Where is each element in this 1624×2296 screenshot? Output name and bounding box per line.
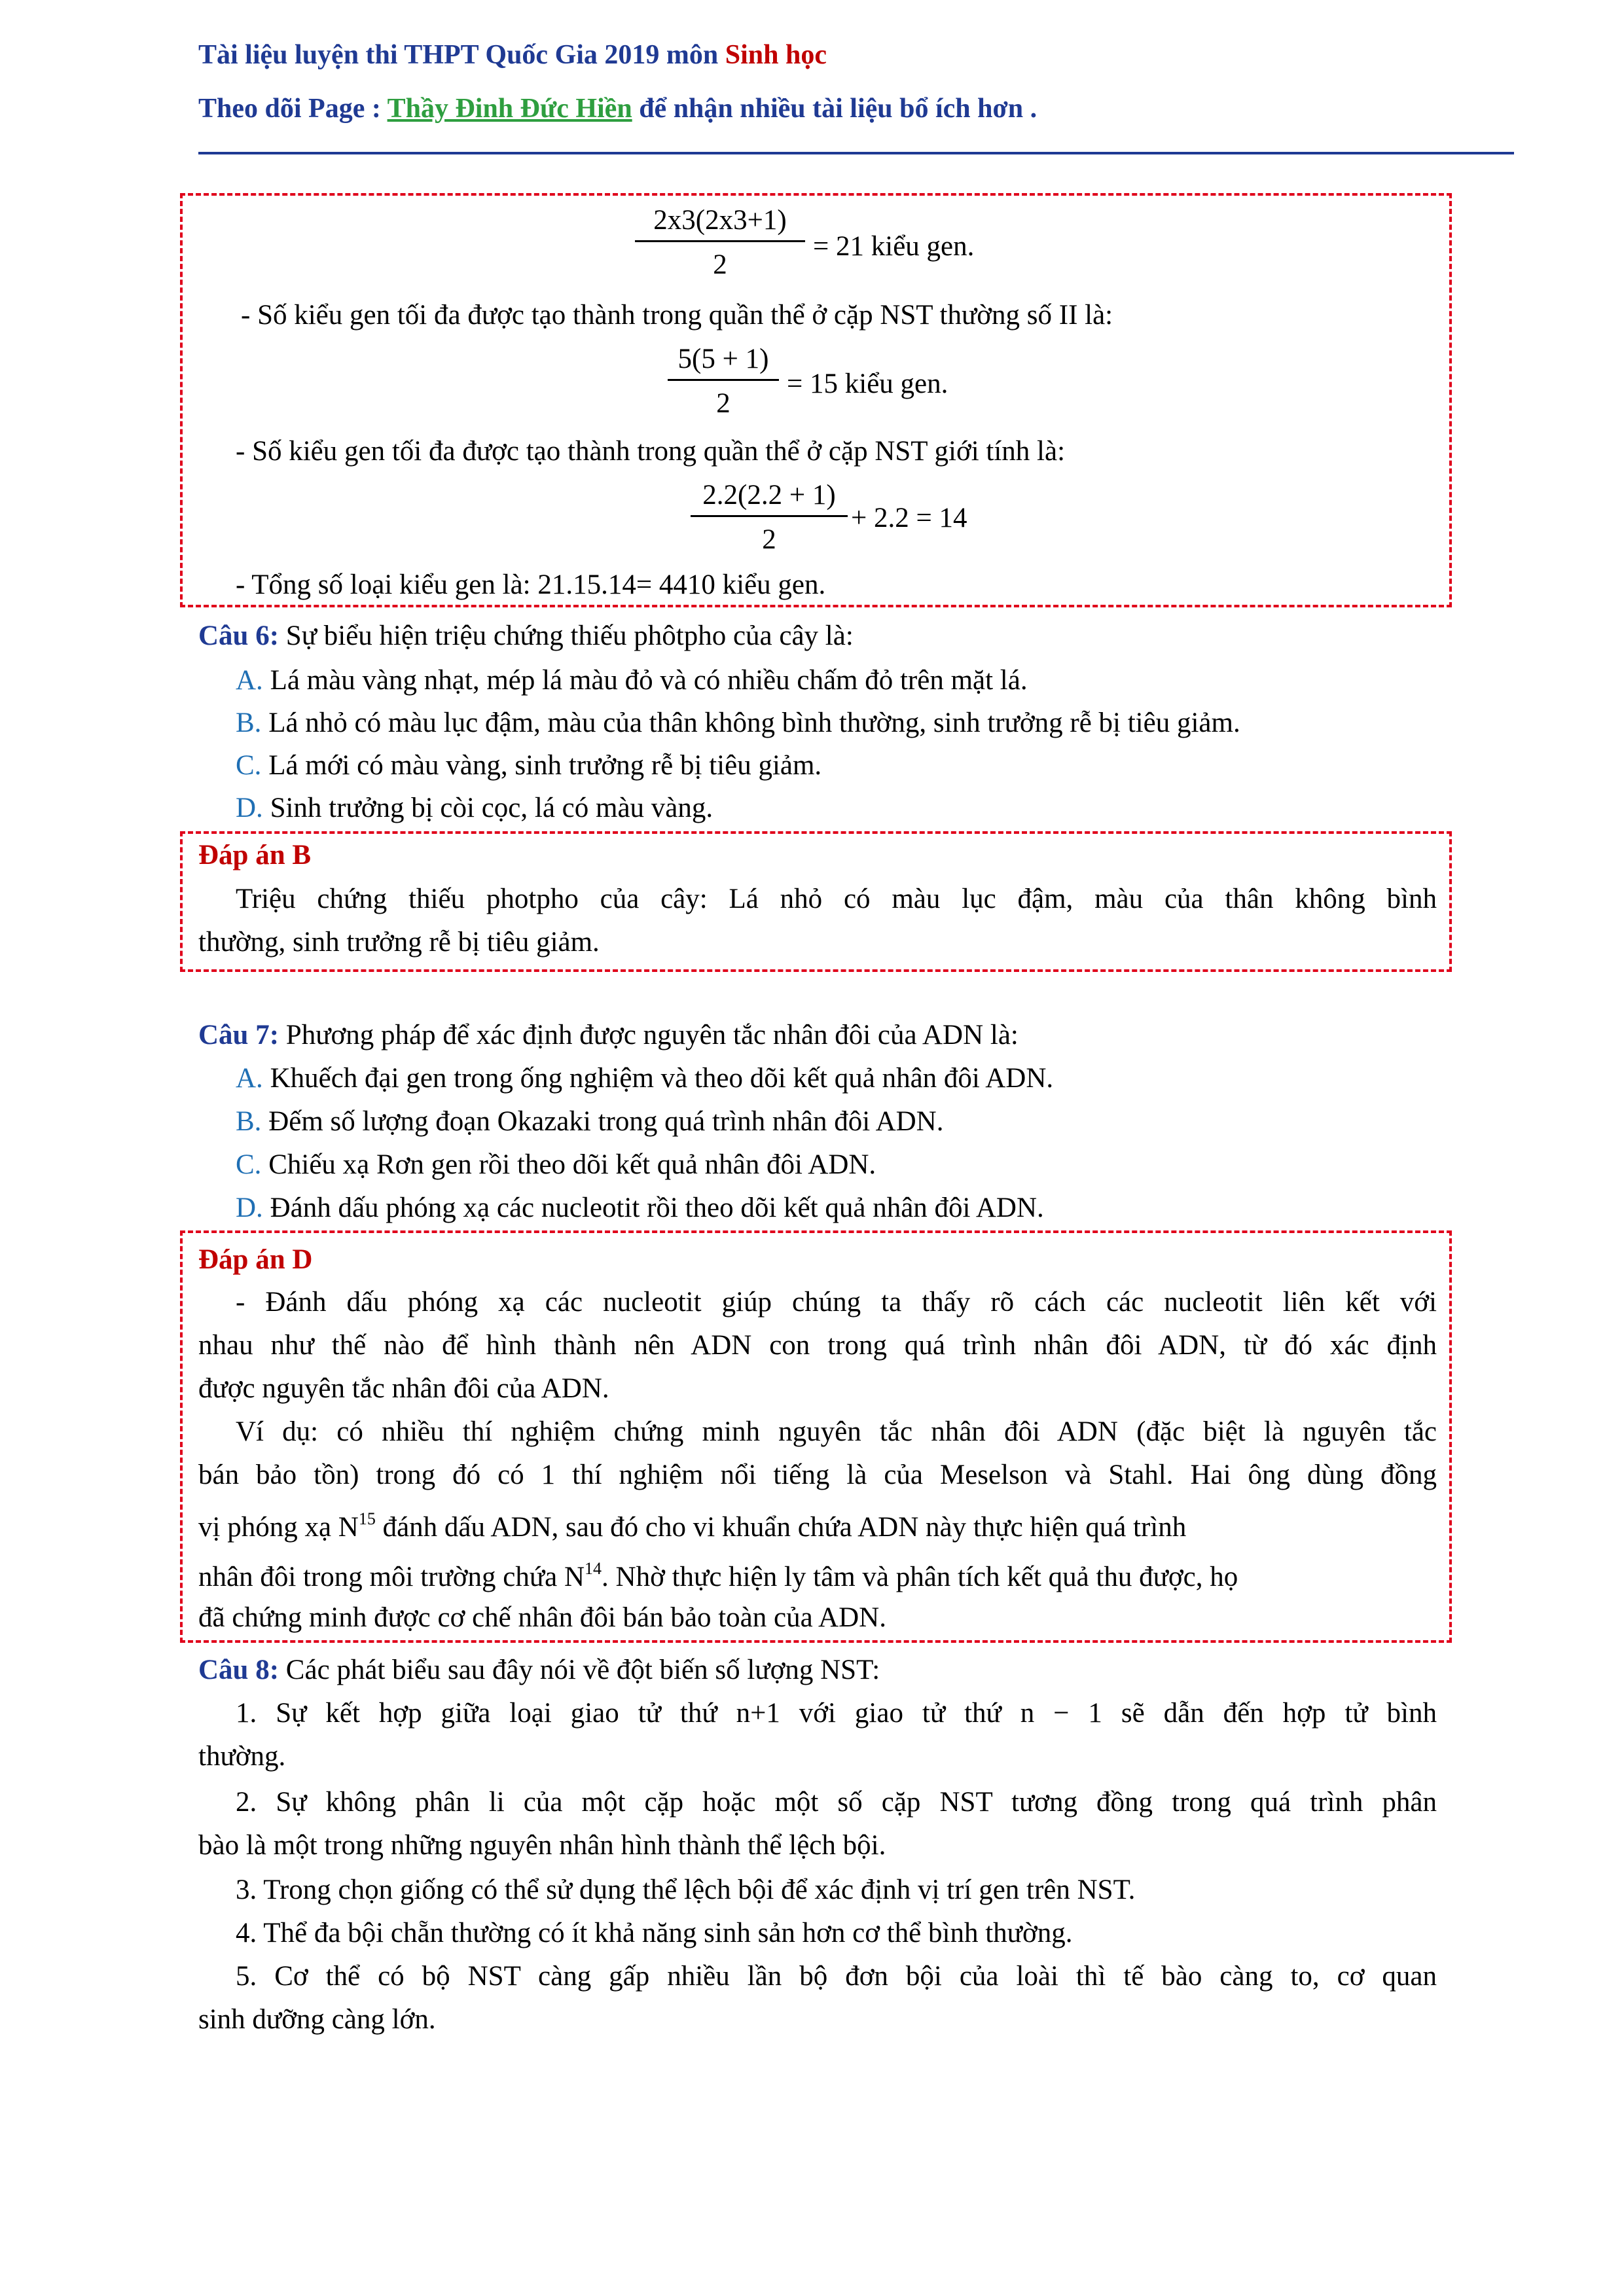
q7-answer-line-5: bán bảo tồn) trong đó có 1 thí nghiệm nổi tiếng là của Meselson và Stahl. Hai ông dùng đồng bbox=[198, 1460, 1437, 1490]
header-follow-line: Theo dõi Page : Thầy Đinh Đức Hiền để nhận nhiều tài liệu bổ ích hơn . bbox=[198, 94, 1038, 124]
box1-line-2: - Số kiểu gen tối đa được tạo thành trong quần thể ở cặp NST giới tính là: bbox=[236, 436, 1066, 467]
fraction-1: $\frac{2x3(2x3+1)}{2}$ bbox=[635, 204, 805, 281]
fraction-1-result: = 21 kiểu gen. bbox=[813, 231, 975, 262]
q6-option-c[interactable]: C. Lá mới có màu vàng, sinh trưởng rễ bị tiêu giảm. bbox=[236, 750, 822, 781]
q8-statement-2-cont: bào là một trong những nguyên nhân hình thành thể lệch bội. bbox=[198, 1830, 886, 1861]
q8-statement-5-cont: sinh dưỡng càng lớn. bbox=[198, 2004, 436, 2035]
q7-answer-line-3: được nguyên tắc nhân đôi của ADN. bbox=[198, 1373, 609, 1404]
q6-option-b[interactable]: B. Lá nhỏ có màu lục đậm, màu của thân không bình thường, sinh trưởng rễ bị tiêu giảm. bbox=[236, 708, 1240, 738]
fraction-3-result: + 2.2 = 14 bbox=[851, 503, 967, 533]
box1-line-1: - Số kiểu gen tối đa được tạo thành trong quần thể ở cặp NST thường số II là: bbox=[241, 300, 1113, 331]
q8-statement-3: 3. Trong chọn giống có thể sử dụng thể lệch bội để xác định vị trí gen trên NST. bbox=[236, 1874, 1136, 1905]
box1-total: - Tổng số loại kiểu gen là: 21.15.14= 4410 kiểu gen. bbox=[236, 569, 826, 600]
q7-answer-line-4: Ví dụ: có nhiều thí nghiệm chứng minh nguyên tắc nhân đôi ADN (đặc biệt là nguyên tắc bbox=[236, 1416, 1437, 1447]
q7-answer-line-8: đã chứng minh được cơ chế nhân đôi bán bảo toàn của ADN. bbox=[198, 1602, 886, 1633]
q7-answer-line-7: nhân đôi trong môi trường chứa $N^{14}$. Nhờ thực hiện ly tâm và phân tích kết quả thu được, họ bbox=[198, 1559, 1238, 1592]
q7-option-d[interactable]: D. Đánh dấu phóng xạ các nucleotit rồi theo dõi kết quả nhân đôi ADN. bbox=[236, 1193, 1044, 1223]
q6-answer-line-2: thường, sinh trưởng rễ bị tiêu giảm. bbox=[198, 927, 600, 958]
q7-option-a[interactable]: A. Khuếch đại gen trong ống nghiệm và theo dõi kết quả nhân đôi ADN. bbox=[236, 1063, 1054, 1094]
q8-statement-1-cont: thường. bbox=[198, 1741, 286, 1772]
q7-answer-label: Đáp án D bbox=[198, 1244, 313, 1275]
q6-answer-label: Đáp án B bbox=[198, 840, 312, 870]
header-divider bbox=[198, 152, 1514, 154]
q7-answer-line-6: vị phóng xạ $N^{15}$ đánh dấu ADN, sau đó cho vi khuẩn chứa ADN này thực hiện quá trình bbox=[198, 1509, 1187, 1543]
q6-option-a[interactable]: A. Lá màu vàng nhạt, mép lá màu đỏ và có nhiều chấm đỏ trên mặt lá. bbox=[236, 665, 1028, 696]
q7-answer-line-2: nhau như thế nào để hình thành nên ADN con trong quá trình nhân đôi ADN, từ đó xác định bbox=[198, 1330, 1437, 1361]
fraction-2: $\frac{5(5 + 1)}{2}$ bbox=[668, 343, 779, 420]
fraction-2-result: = 15 kiểu gen. bbox=[787, 368, 948, 399]
q8-statement-4: 4. Thể đa bội chẵn thường có ít khả năng sinh sản hơn cơ thể bình thường. bbox=[236, 1918, 1073, 1948]
q8-statement-5: 5. Cơ thể có bộ NST càng gấp nhiều lần bộ đơn bội của loài thì tế bào càng to, cơ quan bbox=[236, 1961, 1437, 1992]
q7-option-c[interactable]: C. Chiếu xạ Rơn gen rồi theo dõi kết quả nhân đôi ADN. bbox=[236, 1149, 876, 1180]
q7-option-b[interactable]: B. Đếm số lượng đoạn Okazaki trong quá trình nhân đôi ADN. bbox=[236, 1106, 944, 1137]
header-title: Tài liệu luyện thi THPT Quốc Gia 2019 môn Sinh học bbox=[198, 40, 827, 70]
q8-statement-1: 1. Sự kết hợp giữa loại giao tử thứ n+1 với giao tử thứ n − 1 sẽ dẫn đến hợp tử bình bbox=[236, 1698, 1437, 1729]
header-subject: Sinh học bbox=[725, 40, 827, 70]
fraction-3: $\frac{2.2(2.2 + 1)}{2}$ bbox=[691, 479, 848, 556]
question-7: Câu 7: Phương pháp để xác định được nguyên tắc nhân đôi của ADN là: bbox=[198, 1020, 1019, 1050]
q6-answer-line-1: Triệu chứng thiếu photpho của cây: Lá nhỏ có màu lục đậm, màu của thân không bình bbox=[236, 884, 1437, 914]
q8-statement-2: 2. Sự không phân li của một cặp hoặc một số cặp NST tương đồng trong quá trình phân bbox=[236, 1787, 1437, 1818]
question-6: Câu 6: Sự biểu hiện triệu chứng thiếu phôtpho của cây là: bbox=[198, 620, 854, 651]
q7-answer-line-1: - Đánh dấu phóng xạ các nucleotit giúp chúng ta thấy rõ cách các nucleotit liên kết với bbox=[236, 1287, 1437, 1318]
q6-option-d[interactable]: D. Sinh trưởng bị còi cọc, lá có màu vàng. bbox=[236, 793, 713, 823]
page-link[interactable]: Thầy Đinh Đức Hiền bbox=[387, 94, 632, 124]
question-8: Câu 8: Các phát biểu sau đây nói về đột biến số lượng NST: bbox=[198, 1655, 880, 1685]
